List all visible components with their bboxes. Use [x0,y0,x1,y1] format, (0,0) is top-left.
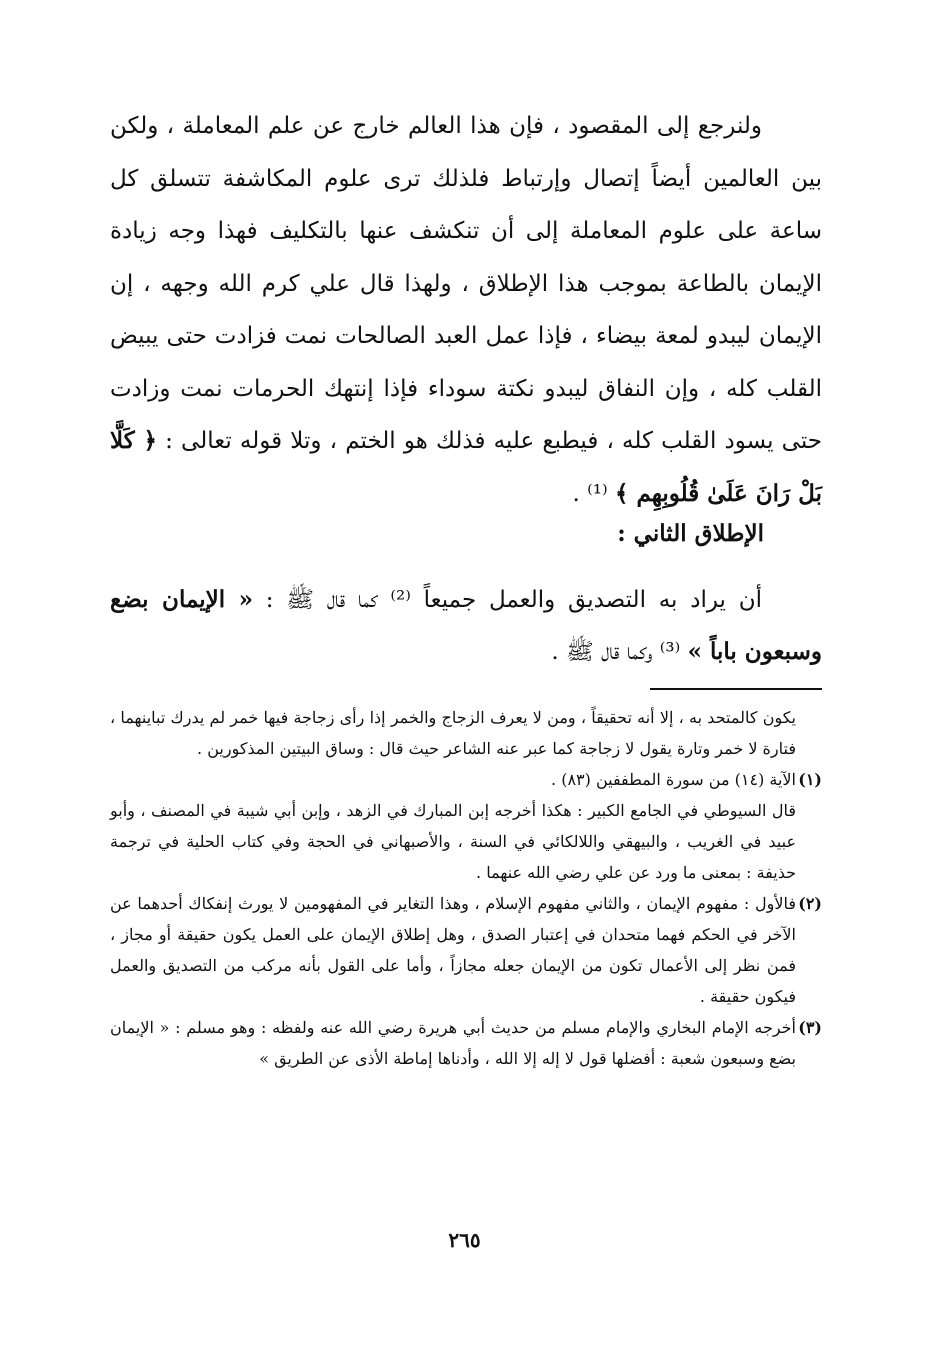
footnotes [110,702,822,1074]
footnote-number: (٢) [798,894,822,913]
main-paragraph-1 [110,100,822,520]
footnote-extra: قال السيوطي في الجامع الكبير : هكذا أخرجه إبن المبارك في الزهد ، وإبن أبي شيبة في المصنف ، وأبو عبيد في الغريب ، والبيهقي واللالكائي في السنة ، والأصبهاني في الحجة وفي كتاب الحلية في ترجمة حذيفة : بمعنى ما ورد عن علي رضي الله عنهما . [110,801,796,882]
footnote-separator [650,688,822,690]
footnote-text: فالأول : مفهوم الإيمان ، والثاني مفهوم الإسلام ، وهذا التغاير في المفهومين لا يورث إنفكاك أحدهما عن الآخر في الحكم فهما متحدان في إعتبار الصدق ، وهل إطلاق الإيمان على العمل يكون حقيقة أو مجاز ، فمن نظر إلى الأعمال تكون من الإيمان جعله مجازاً ، وأما على القول بأنه مركب من التصديق والعمل فيكون حقيقة . [110,894,796,1006]
paragraph-1-text: ولنرجع إلى المقصود ، فإن هذا العالم خارج عن علم المعاملة ، ولكن بين العالمين أيضاً إتصال وإرتباط فلذلك ترى علوم المكاشفة تتسلق كل ساعة على علوم المعاملة إلى أن تنكشف عنها بالتكليف فهذا وجه زيادة الإيمان بالطاعة بموجب هذا الإطلاق ، ولهذا قال علي كرم الله وجهه ، إن الإيمان ليبدو لمعة بيضاء ، فإذا عمل العبد الصالحات نمت فزادت حتى يبيض القلب كله ، وإن النفاق ليبدو نكتة سوداء فإذا إنتهك الحرمات نمت وزادت حتى يسود القلب كله ، فيطبع عليه فذلك هو الختم ، وتلا قوله تعالى : [110,113,822,454]
page-number: ٢٦٥ [448,1228,481,1252]
main-text [110,100,822,520]
footnote-number: (٣) [798,1018,822,1037]
footnote-3 [110,1012,822,1074]
footnote-continuation: يكون كالمتحد به ، إلا أنه تحقيقاً ، ومن لا يعرف الزجاج والخمر إذا رأى زجاجة فيها خمر لم يدرك تباينهما ، فتارة لا خمر وتارة يقول لا زجاجة كما عبر عنه الشاعر حيث قال : وساق البيتين المذكورين . [110,708,796,758]
paragraph-1-end: ⁽¹⁾ . [572,480,608,507]
footnote-body [110,888,796,1012]
footnote-1 [110,764,822,888]
section-heading: الإطلاق الثاني : [617,520,764,547]
hadith-quote: « الإيمان بضع وسبعون باباً » [110,586,822,665]
footnote-2 [110,888,822,1012]
paragraph-2-start: أن يراد به التصديق والعمل جميعاً ⁽²⁾ كما قال ﷺ : [265,587,762,613]
footnote-text: الآية (١٤) من سورة المطففين (٨٣) . [551,770,796,789]
quran-verse: ﴿ كَلَّا بَلْ رَانَ عَلَىٰ قُلُوبِهِم ﴾ [110,427,822,507]
footnote-number: (١) [798,770,822,789]
footnote-text: أخرجه الإمام البخاري والإمام مسلم من حديث أبي هريرة رضي الله عنه ولفظه : وهو مسلم : « الإيمان بضع وسبعون شعبة : أفضلها قول لا إله إلا الله ، وأدناها إماطة الأذى عن الطريق » [110,1018,796,1068]
footnote-body [110,1012,796,1074]
paragraph-2-end: ⁽³⁾ وكما قال ﷺ . [551,639,681,665]
main-paragraph-2 [110,574,822,678]
footnote-body [110,764,796,888]
